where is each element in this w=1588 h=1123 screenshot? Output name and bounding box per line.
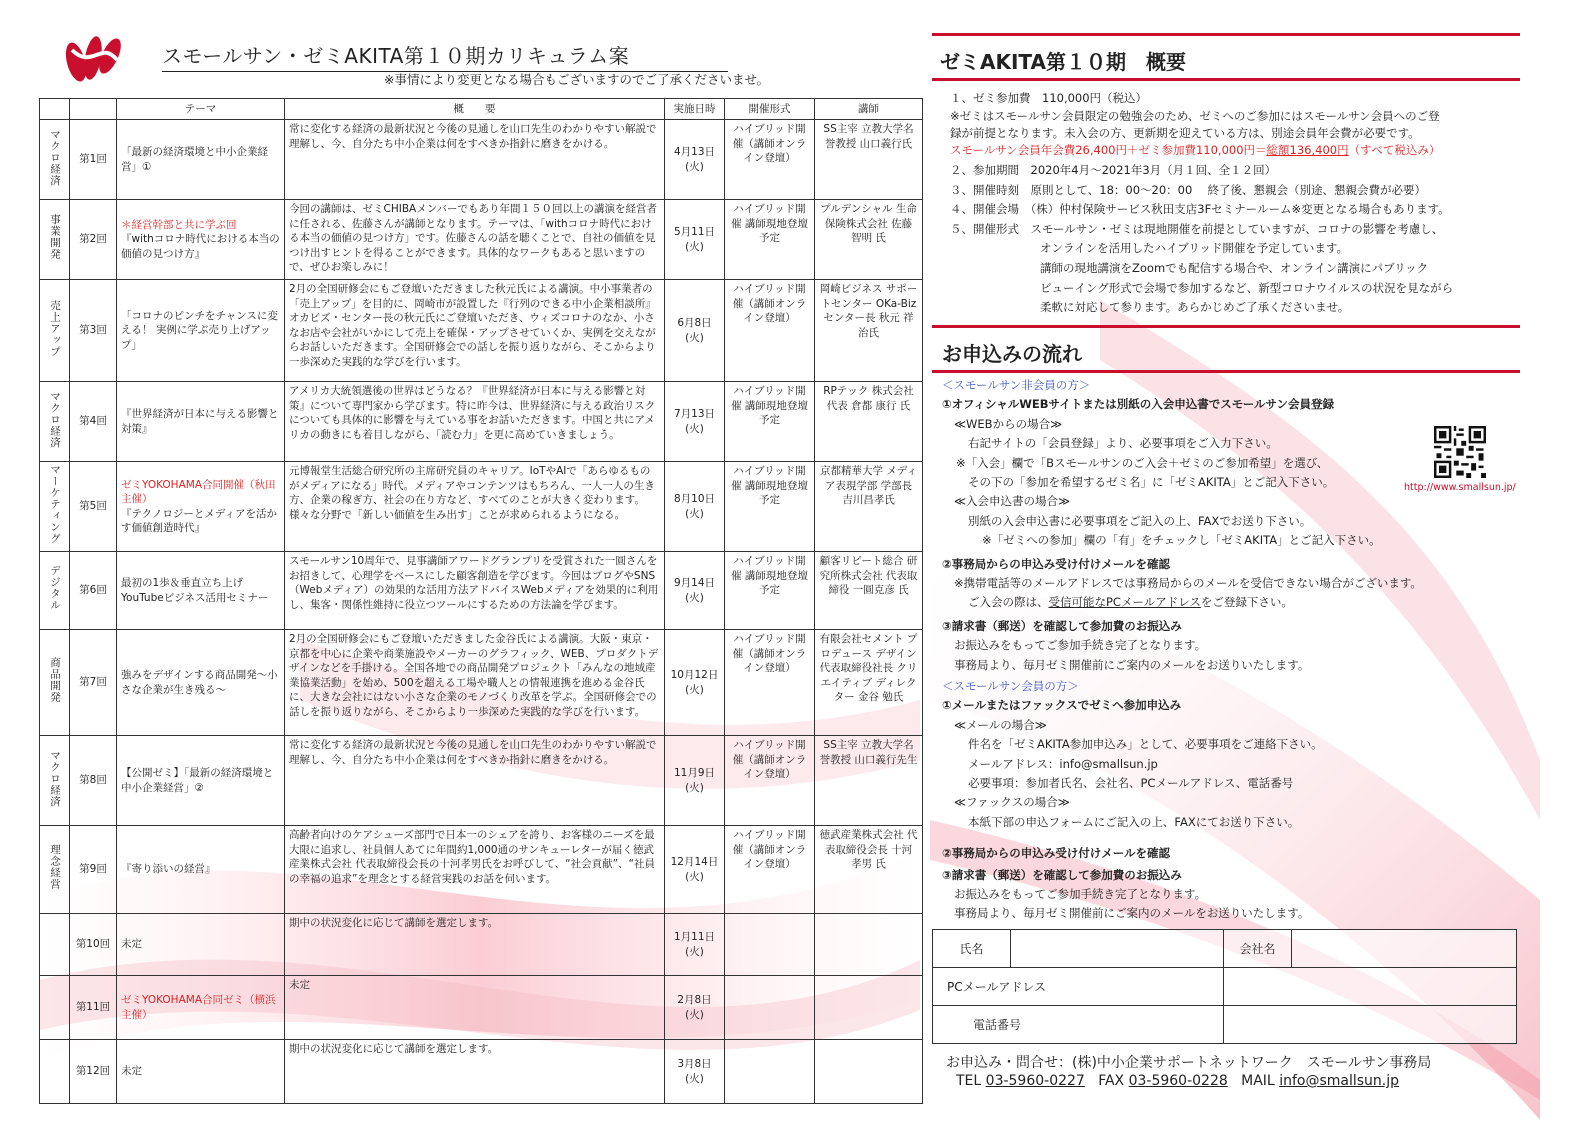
payment-complete-note: お振込みをもってご参加手続き完了となります。 — [954, 638, 1207, 653]
weekday-text: (火) — [685, 240, 704, 253]
form-row-name — [933, 930, 1517, 968]
form-note: ※「ゼミへの参加」欄の「有」をチェックし「ゼミAKITA」とご記入下さい。 — [982, 533, 1381, 548]
weekday-text: (火) — [685, 1008, 704, 1021]
nonmember-heading: ＜スモールサン非会員の方＞ — [942, 378, 1091, 392]
weekday-text: (火) — [685, 160, 704, 173]
row-category — [40, 200, 70, 280]
theme-text: 【公開ゼミ】「最新の経済環境と中小企業経営」② — [121, 767, 274, 794]
theme-text: 強みをデザインする商品開発〜小さな企業が生き残る〜 — [121, 669, 278, 696]
format-line-5: 柔軟に対応して参ります。あらかじめご了承くださいませ。 — [1040, 300, 1350, 315]
smallsun-logo — [62, 30, 124, 88]
row-number: 第6回 — [70, 552, 117, 630]
row-lecturer: 有限会社セメント プロデュース デザイン 代表取締役社長 クリエイティブ ディレクター 金谷 勉氏 — [815, 630, 923, 736]
row-date — [665, 382, 725, 462]
header-theme: テーマ — [117, 99, 285, 120]
row-lecturer: SS主宰 立教大学名誉教授 山口義行氏 — [815, 120, 923, 200]
tel-label: TEL — [956, 1073, 982, 1089]
phone-field[interactable] — [1224, 1006, 1517, 1044]
row-category — [40, 826, 70, 914]
table-header-row — [40, 99, 923, 120]
header-lecturer: 講師 — [815, 99, 923, 120]
row-format: ハイブリッド開催 講師現地登壇予定 — [725, 200, 815, 280]
row-theme — [117, 552, 285, 630]
row-summary: 期中の状況変化に応じて講師を選定します。 — [285, 1040, 665, 1104]
name-field[interactable] — [1011, 930, 1224, 968]
category-label: マクロ経済 — [49, 128, 61, 186]
format-line-2: オンラインを活用したハイブリッド開催を予定しています。 — [1040, 241, 1348, 256]
row-number: 第2回 — [70, 200, 117, 280]
row-number: 第7回 — [70, 630, 117, 736]
name-label: 氏名 — [933, 930, 1011, 968]
weekday-text: (火) — [685, 1072, 704, 1085]
overview-details — [950, 161, 1453, 318]
theme-text: 未定 — [121, 938, 142, 951]
theme-highlight: ＊経営幹部と共に学ぶ回 — [121, 218, 237, 231]
row-format: ハイブリッド開催 講師現地登壇予定 — [725, 552, 815, 630]
row-summary: 未定 — [285, 976, 665, 1040]
row-date — [665, 914, 725, 976]
row-theme — [117, 200, 285, 280]
table-row — [40, 382, 923, 462]
row-format: ハイブリッド開催（講師オンライン登壇） — [725, 120, 815, 200]
flow-top-rule — [932, 325, 1520, 328]
period-line: ２、参加期間 2020年4月～2021年3月（月１回、全１２回） — [950, 163, 1277, 177]
date-text: 8月10日 — [673, 493, 716, 505]
row-format: ハイブリッド開催 講師現地登壇予定 — [725, 382, 815, 462]
weekday-text: (火) — [685, 683, 704, 696]
row-lecturer: 徳武産業株式会社 代表取締役会長 十河 孝男 氏 — [815, 826, 923, 914]
row-date — [665, 736, 725, 826]
row-number: 第4回 — [70, 382, 117, 462]
row-summary: 2月の全国研修会にもご登壇いただきました金谷氏による講演。大阪・東京・京都を中心に企業や商業施設やメーカーのグラフィック、WEB、プロダクトデザインなどを手掛ける。全国各地での商品開発プロジェクト「みんなの地域産業協業活動」を始め、500を超える工場や職人との情報連携を進める金谷氏に、大きな会社にはない小さな企業のモノづくり改革を学ぶ。全国研修会での話しを振り返りながら、そこからより一歩深めた実践的な学びを行います。 — [285, 630, 665, 736]
row-format — [725, 914, 815, 976]
theme-text: 最初の1歩＆垂直立ち上げ YouTubeビジネス活用セミナー — [121, 577, 269, 604]
row-date — [665, 826, 725, 914]
date-text: 2月8日 — [677, 994, 712, 1006]
row-date — [665, 462, 725, 552]
header-date: 実施日時 — [665, 99, 725, 120]
row-date — [665, 280, 725, 382]
format-line: ５、開催形式 スモールサン・ゼミは現地開催を前提としていますが、コロナの影響を考慮し、 — [950, 221, 1444, 236]
monthly-mail-note: 事務局より、毎月ゼミ開催前にご案内のメールをお送りいたします。 — [954, 657, 1310, 672]
date-text: 9月14日 — [673, 577, 716, 589]
total-fee-formula: スモールサン会員年会費26,400円＋ゼミ参加費110,000円＝ — [950, 143, 1267, 157]
table-row — [40, 736, 923, 826]
pc-mail-note-a: ご入会の際は、 — [968, 595, 1049, 610]
category-label: 理念経営 — [49, 844, 61, 891]
date-text: 1月11日 — [673, 931, 716, 943]
weekday-text: (火) — [685, 422, 704, 435]
date-text: 5月11日 — [673, 226, 716, 238]
mail-label: MAIL — [1241, 1073, 1275, 1089]
member-step-1: ①メールまたはファックスでゼミへ参加申込み — [942, 698, 1182, 713]
weekday-text: (火) — [685, 870, 704, 883]
fee-line: １、ゼミ参加費 110,000円（税込） — [950, 91, 1148, 105]
table-row — [40, 120, 923, 200]
row-number: 第3回 — [70, 280, 117, 382]
row-number: 第5回 — [70, 462, 117, 552]
member-flow — [942, 677, 1323, 924]
overview-note — [950, 108, 1440, 159]
overview-top-rule — [932, 33, 1520, 36]
row-summary: スモールサン10周年で、見事講師アワードグランプリを受賞された一圓さんをお招きして、心理学をベースにした顧客創造を学びます。今回はブログやSNS（Webメディア）の効果的な活用方法アドバイスWebメディアを効果的に利用し、集客・関係性維持に役立つツールにするための方法論を学びます。 — [285, 552, 665, 630]
mail-case: ≪メールの場合≫ — [954, 717, 1047, 732]
row-lecturer: 京都精華大学 メディア表現学部 学部長 吉川昌孝氏 — [815, 462, 923, 552]
member-monthly-note: 事務局より、毎月ゼミ開催前にご案内のメールをお送りいたします。 — [954, 906, 1310, 921]
total-fee-tax-note: （すべて税込み） — [1348, 143, 1441, 157]
theme-highlight: ゼミYOKOHAMA合同開催（秋田主催） — [121, 478, 276, 505]
member-payment-note: お振込みをもってご参加手続き完了となります。 — [954, 887, 1207, 902]
date-text: 3月8日 — [677, 1058, 712, 1070]
row-summary: 今回の講師は、ゼミCHIBAメンバーでもあり年間１５０回以上の講演を経営者に任される、佐藤さんが講師となります。テーマは、「withコロナ時代における本当の価値の見つけ方」です。佐藤さんの話を聴くことで、自社の価値を見つけ出すヒントを得ることができます。具体的なワークもあると思いますので、ぜひお楽しみに！ — [285, 200, 665, 280]
row-summary: 常に変化する経済の最新状況と今後の見通しを山口先生のわかりやすい解説で理解し、今、自分たち中小企業は何をすべきか指針に磨きをかける。 — [285, 736, 665, 826]
format-line-3: 講師の現地講演をZoomでも配信する場合や、オンライン講演にパブリック — [1040, 260, 1429, 275]
page-title: スモールサン・ゼミAKITA第１０期カリキュラム案 — [162, 40, 728, 72]
table-row — [40, 1040, 923, 1104]
row-date — [665, 552, 725, 630]
venue-line: ４、開催会場 （株）仲村保険サービス秋田支店3Fセミナールーム※変更となる場合もあります。 — [950, 202, 1450, 217]
table-row — [40, 630, 923, 736]
form-case: ≪入会申込書の場合≫ — [954, 494, 1071, 509]
member-note-2: 録が前提となります。未入会の方、更新期を迎えている方は、別途会員年会費が必要です。 — [950, 126, 1420, 140]
contact-line: お申込み・問合せ：(株)中小企業サポートネットワーク スモールサン事務局 — [946, 1055, 1432, 1071]
phone-label: 電話番号 — [933, 1006, 1224, 1044]
fax-case: ≪ファックスの場合≫ — [954, 795, 1070, 810]
flow-bottom-rule — [932, 370, 1520, 373]
nonmember-step-1: ①オフィシャルWEBサイトまたは別紙の入会申込書でスモールサン会員登録 — [942, 397, 1334, 412]
row-format: ハイブリッド開催 講師現地登壇予定 — [725, 462, 815, 552]
theme-text: 「最新の経済環境と中小企業経営」① — [121, 146, 268, 173]
header-number — [70, 99, 117, 120]
member-note-1: ※ゼミはスモールサン会員限定の勉強会のため、ゼミへのご参加にはスモールサン会員へのご登 — [950, 109, 1440, 123]
row-number: 第12回 — [70, 1040, 117, 1104]
row-format: ハイブリッド開催（講師オンライン登壇） — [725, 736, 815, 826]
row-summary: 高齢者向けのケアシューズ部門で日本一のシェアを誇り、お客様のニーズを最大限に追求し、社員個人あてに年間約1,000通のサンキューレターが届く徳武産業株式会社 代表取締役会長の十河孝男氏をお呼びして、“社会貢献”、“社員の幸福の追求”を理念とする経営実践のお話を伺います。 — [285, 826, 665, 914]
row-category — [40, 462, 70, 552]
theme-text: 『世界経済が日本に与える影響と対策』 — [121, 408, 279, 435]
website-link[interactable]: http://www.smallsun.jp/ — [1404, 482, 1516, 493]
category-label: マクロ経済 — [49, 390, 61, 448]
row-category — [40, 280, 70, 382]
fax-label: FAX — [1098, 1073, 1125, 1089]
date-text: 10月12日 — [670, 669, 719, 681]
row-number: 第10回 — [70, 914, 117, 976]
theme-text: 『寄り添いの経営』 — [121, 863, 216, 876]
overview-text — [950, 89, 1147, 109]
row-theme — [117, 630, 285, 736]
row-lecturer — [815, 1040, 923, 1104]
row-lecturer: 岡崎ビジネス サポートセンター OKa-Biz センター長 秋元 祥治氏 — [815, 280, 923, 382]
member-heading: ＜スモールサン会員の方＞ — [942, 679, 1079, 693]
table-row — [40, 200, 923, 280]
row-category — [40, 382, 70, 462]
mobile-mail-note: ※携帯電話等のメールアドレスでは事務局からのメールを受信できない場合がございます。 — [954, 576, 1422, 591]
nonmember-step-2: ②事務局からの申込み受け付けメールを確認 — [942, 556, 1171, 571]
row-number: 第9回 — [70, 826, 117, 914]
mail-subject: 件名を「ゼミAKITA参加申込み」として、必要事項をご連絡下さい。 — [968, 737, 1323, 752]
overview-bottom-rule — [932, 78, 1520, 81]
row-theme — [117, 914, 285, 976]
category-label: マーケティング — [49, 464, 61, 545]
row-category — [40, 630, 70, 736]
row-summary: 常に変化する経済の最新状況と今後の見通しを山口先生のわかりやすい解説で理解し、今、自分たち中小企業は何をすべきか指針に磨きをかける。 — [285, 120, 665, 200]
web-instruction: 右記サイトの「会員登録」より、必要事項をご入力下さい。 — [968, 436, 1278, 451]
table-row — [40, 914, 923, 976]
date-text: 6月8日 — [677, 317, 712, 329]
row-summary: 2月の全国研修会にもご登壇いただきました秋元氏による講演。中小事業者の「売上アップ」を目的に、岡崎市が設置した『行列のできる中小企業相談所』オカビズ・センター長の秋元氏にご登壇いただき、ウィズコロナのなか、小さなお店や会社がいかにして売上を確保・アップさせていくか、実例を交えながらお話しいただきます。全国研修会での話しを振り返りながら、そこからより一歩深めた実践的な学びを行います。 — [285, 280, 665, 382]
flow-heading: お申込みの流れ — [942, 342, 1082, 366]
row-summary: 期中の状況変化に応じて講師を選定します。 — [285, 914, 665, 976]
web-note-2: その下の「参加を希望するゼミ名」に「ゼミAKITA」とご記入下さい。 — [968, 475, 1335, 490]
row-number: 第8回 — [70, 736, 117, 826]
email-label: PCメールアドレス — [933, 968, 1224, 1006]
required-items: 必要事項：参加者氏名、会社名、PCメールアドレス、電話番号 — [968, 776, 1294, 791]
row-category — [40, 736, 70, 826]
row-date — [665, 630, 725, 736]
category-label: マクロ経済 — [49, 749, 61, 807]
form-row-email — [933, 968, 1517, 1006]
total-fee-line — [950, 142, 1440, 159]
company-field[interactable] — [1292, 930, 1517, 968]
web-note-1: ※「入会」欄で「Bスモールサンのご入会＋ゼミのご参加希望」を選び、 — [956, 455, 1329, 470]
row-number: 第11回 — [70, 976, 117, 1040]
date-text: 11月9日 — [673, 767, 716, 779]
row-date — [665, 200, 725, 280]
row-category — [40, 976, 70, 1040]
tel-number[interactable]: 03-5960-0227 — [985, 1073, 1085, 1089]
row-number: 第1回 — [70, 120, 117, 200]
theme-highlight: ゼミYOKOHAMA合同ゼミ（横浜主催） — [121, 994, 276, 1021]
qr-code-icon[interactable] — [1434, 426, 1486, 478]
contact-numbers — [956, 1073, 1399, 1089]
form-row-phone — [933, 1006, 1517, 1044]
email-field[interactable] — [1224, 968, 1517, 1006]
date-text: 4月13日 — [673, 146, 716, 158]
weekday-text: (火) — [685, 781, 704, 794]
row-format: ハイブリッド開催（講師オンライン登壇） — [725, 630, 815, 736]
form-instruction: 別紙の入会申込書に必要事項をご記入の上、FAXでお送り下さい。 — [968, 513, 1312, 528]
nonmember-step-3: ③請求書（郵送）を確認して参加費のお振込み — [942, 618, 1182, 633]
table-row — [40, 976, 923, 1040]
header-category — [40, 99, 70, 120]
row-lecturer — [815, 976, 923, 1040]
member-step-3: ③請求書（郵送）を確認して参加費のお振込み — [942, 867, 1182, 882]
row-theme — [117, 120, 285, 200]
row-theme — [117, 736, 285, 826]
curriculum-table — [39, 98, 923, 1104]
row-date — [665, 1040, 725, 1104]
category-label: 商品開発 — [49, 657, 61, 704]
nonmember-flow — [942, 376, 1422, 675]
weekday-text: (火) — [685, 945, 704, 958]
weekday-text: (火) — [685, 507, 704, 520]
overview-heading: ゼミAKITA第１０期 概要 — [940, 50, 1186, 74]
row-format — [725, 1040, 815, 1104]
total-fee-amount: 総額136,400円 — [1266, 143, 1349, 157]
row-category — [40, 120, 70, 200]
fax-instruction: 本紙下部の申込フォームにご記入の上、FAXにてお送り下さい。 — [968, 814, 1300, 829]
row-theme — [117, 976, 285, 1040]
company-label: 会社名 — [1224, 930, 1292, 968]
row-date — [665, 120, 725, 200]
row-lecturer: 顧客リピート総合 研究所株式会社 代表取締役 一圓克彦 氏 — [815, 552, 923, 630]
row-theme — [117, 280, 285, 382]
time-line: ３、開催時刻 原則として、18：00～20：00 終了後、懇親会（別途、懇親会費が必要） — [950, 182, 1426, 197]
web-case: ≪WEBからの場合≫ — [954, 416, 1063, 431]
row-lecturer: プルデンシャル 生命保険株式会社 佐藤 智明 氏 — [815, 200, 923, 280]
weekday-text: (火) — [685, 331, 704, 344]
fax-number[interactable]: 03-5960-0228 — [1128, 1073, 1228, 1089]
row-category — [40, 914, 70, 976]
table-row — [40, 462, 923, 552]
category-label: 売上アップ — [49, 299, 61, 357]
application-form — [932, 929, 1517, 1044]
row-theme — [117, 826, 285, 914]
pc-mail-note-c: をご登録下さい。 — [1200, 595, 1293, 610]
row-lecturer: RPテック 株式会社 代表 倉都 康行 氏 — [815, 382, 923, 462]
table-row — [40, 826, 923, 914]
row-format: ハイブリッド開催（講師オンライン登壇） — [725, 826, 815, 914]
row-summary: アメリカ大統領選後の世界はどうなる？『世界経済が日本に与える影響と対策』について専門家から学びます。特に昨今は、世界経済に与える政治リスクについても具体的に影響を与えている事をお話いただきます。中国と共にアメリカの動きにも着目しながら、「読む力」を更に高めていきましょう。 — [285, 382, 665, 462]
table-row — [40, 280, 923, 382]
mail-address-link[interactable]: info@smallsun.jp — [1279, 1073, 1400, 1089]
row-format — [725, 976, 815, 1040]
pc-mail-note-b: 受信可能なPCメールアドレス — [1048, 595, 1201, 610]
category-label: 事業開発 — [49, 214, 61, 261]
change-notice: ※事情により変更となる場合もございますのでご了承くださいませ。 — [384, 72, 770, 87]
row-theme — [117, 1040, 285, 1104]
category-label: デジタル — [49, 565, 61, 612]
table-row — [40, 552, 923, 630]
header-summary: 概 要 — [285, 99, 665, 120]
date-text: 7月13日 — [673, 408, 716, 420]
member-step-2: ②事務局からの申込み受け付けメールを確認 — [942, 846, 1171, 861]
pc-mail-note — [942, 593, 1422, 612]
row-format: ハイブリッド開催（講師オンライン登壇） — [725, 280, 815, 382]
mail-address: メールアドレス：info@smallsun.jp — [968, 756, 1158, 771]
row-date — [665, 976, 725, 1040]
row-category — [40, 1040, 70, 1104]
theme-text: 『テクノロジーとメディアを活かす価値創造時代』 — [121, 507, 278, 534]
theme-text: 「コロナのピンチをチャンスに変える！ 実例に学ぶ売り上げアップ」 — [121, 309, 278, 351]
theme-text: 『withコロナ時代における本当の価値の見つけ方』 — [121, 233, 280, 260]
weekday-text: (火) — [685, 591, 704, 604]
format-line-4: ビューイング形式で会場で参加するなど、新型コロナウイルスの状況を見ながら — [1040, 280, 1454, 295]
row-lecturer: SS主宰 立教大学名誉教授 山口義行先生 — [815, 736, 923, 826]
date-text: 12月14日 — [670, 856, 719, 868]
row-summary: 元博報堂生活総合研究所の主席研究員のキャリア。IoTやAIで「あらゆるものがメディアになる」時代。メディアやコンテンツはもちろん、一人一人の生き方、企業の稼ぎ方、社会の在り方など、すべてのことが大きく変わります。様々な分野で「新しい価値を生み出す」ことが求められるようになる。 — [285, 462, 665, 552]
row-category — [40, 552, 70, 630]
row-theme — [117, 462, 285, 552]
header-format: 開催形式 — [725, 99, 815, 120]
row-theme — [117, 382, 285, 462]
theme-text: 未定 — [121, 1065, 142, 1078]
row-lecturer — [815, 914, 923, 976]
